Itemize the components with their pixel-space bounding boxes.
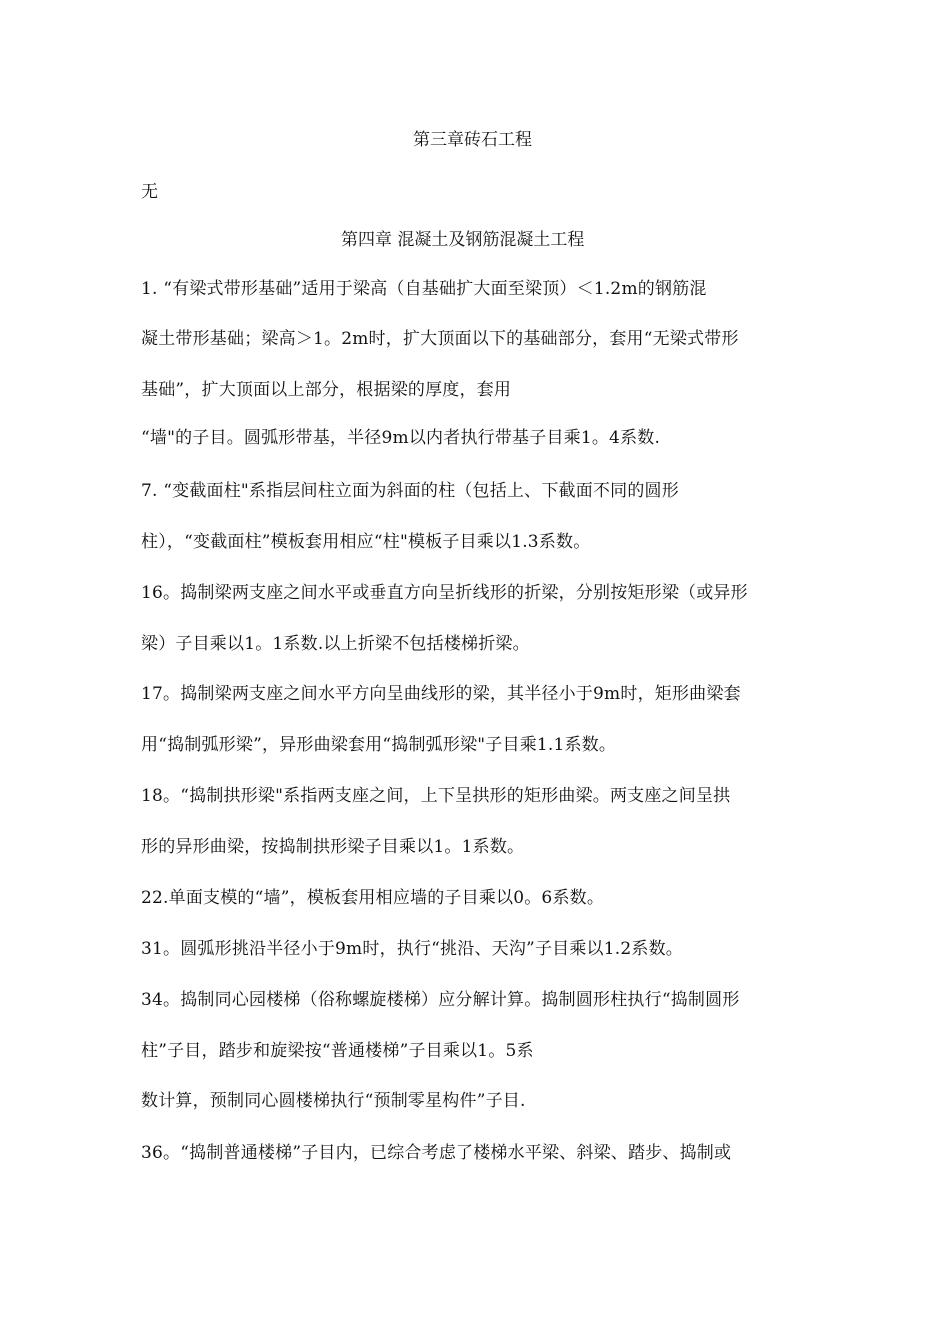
chapter-4-title: 第四章 混凝土及钢筋混凝土工程	[341, 230, 585, 250]
paragraph-line: 形的异形曲梁，按捣制拱形梁子目乘以1。1系数。	[141, 837, 525, 857]
paragraph-line: 柱），“变截面柱”模板套用相应“柱"模板子目乘以1.3系数。	[141, 532, 591, 552]
paragraph-line: 34。捣制同心园楼梯（俗称螺旋楼梯）应分解计算。捣制圆形柱执行“捣制圆形	[141, 990, 740, 1010]
paragraph-line: 柱”子目，踏步和旋梁按“普通楼梯”子目乘以1。5系	[141, 1041, 534, 1061]
paragraph-line: 基础”，扩大顶面以上部分，根据梁的厚度，套用	[141, 380, 512, 400]
paragraph-line: 凝土带形基础；梁高＞1。2m时，扩大顶面以下的基础部分，套用“无梁式带形	[141, 329, 739, 349]
paragraph-line: 22.单面支模的“墙”，模板套用相应墙的子目乘以0。6系数。	[141, 888, 605, 908]
paragraph-line: 16。捣制梁两支座之间水平或垂直方向呈折线形的折梁，分别按矩形梁（或异形	[141, 583, 748, 603]
paragraph-line: 7. “变截面柱"系指层间柱立面为斜面的柱（包括上、下截面不同的圆形	[141, 481, 679, 501]
paragraph-line: “墙"的子目。圆弧形带基，半径9m以内者执行带基子目乘1。4系数.	[141, 428, 661, 448]
paragraph-line: 18。“捣制拱形梁"系指两支座之间，上下呈拱形的矩形曲梁。两支座之间呈拱	[141, 786, 731, 806]
paragraph-line: 36。“捣制普通楼梯”子目内，已综合考虑了楼梯水平梁、斜梁、踏步、捣制或	[141, 1143, 732, 1163]
chapter-3-title: 第三章砖石工程	[413, 130, 532, 150]
paragraph-line: 31。圆弧形挑沿半径小于9m时，执行“挑沿、天沟”子目乘以1.2系数。	[141, 939, 683, 959]
paragraph-line: 梁）子目乘以1。1系数.以上折梁不包括楼梯折梁。	[141, 634, 530, 654]
paragraph-line: 用“捣制弧形梁”，异形曲梁套用“捣制弧形梁"子目乘1.1系数。	[141, 735, 617, 755]
paragraph-line: 数计算，预制同心圆楼梯执行“预制零星构件”子目.	[141, 1091, 526, 1111]
paragraph-line: 17。捣制梁两支座之间水平方向呈曲线形的梁，其半径小于9m时，矩形曲梁套	[141, 684, 741, 704]
paragraph-line: 1. “有梁式带形基础”适用于梁高（自基础扩大面至梁顶）＜1.2m的钢筋混	[141, 279, 707, 299]
chapter-3-body: 无	[141, 182, 159, 202]
